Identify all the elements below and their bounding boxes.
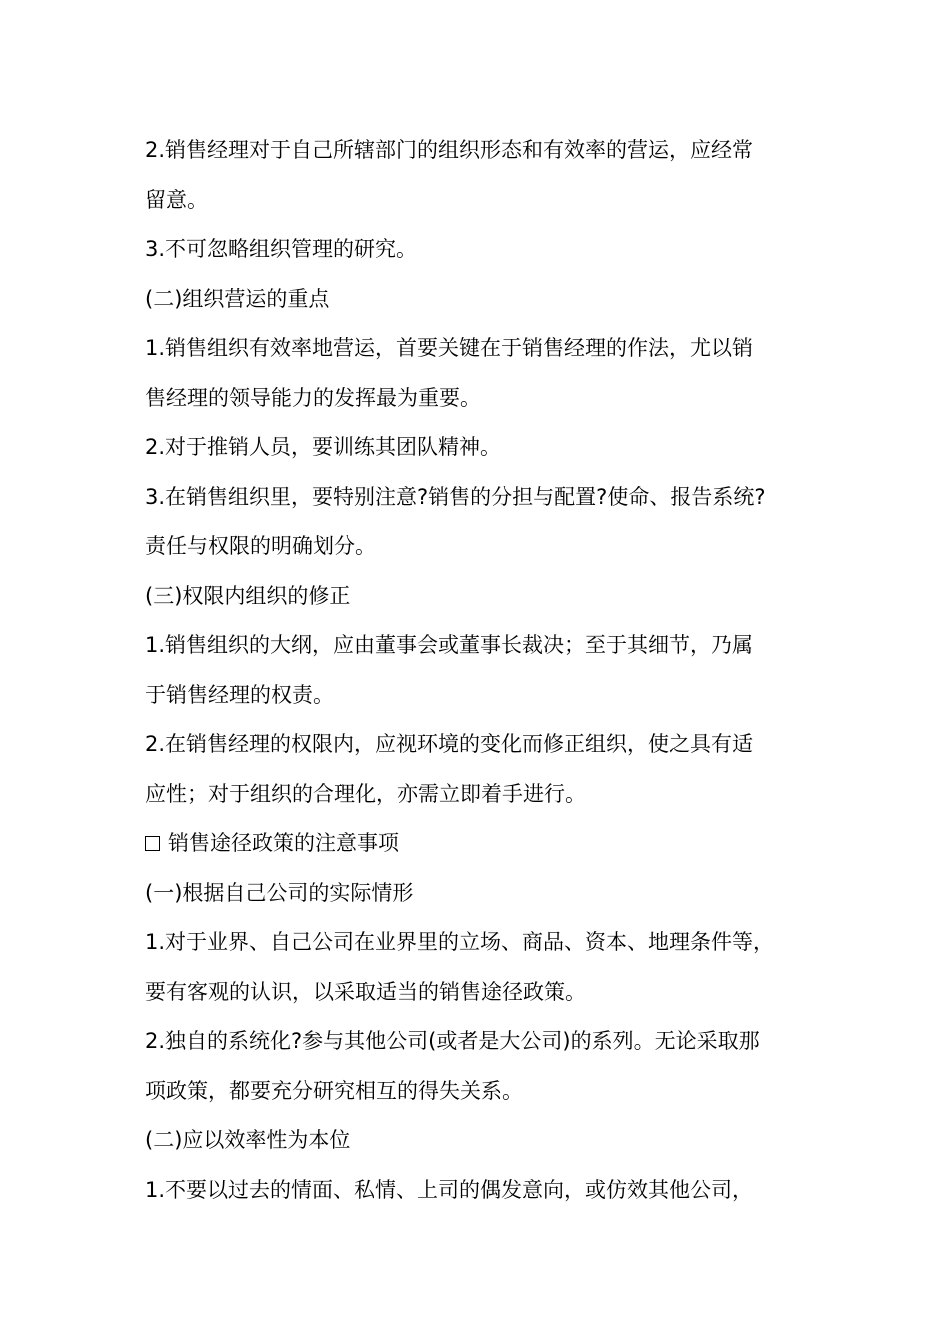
text-line: 2.销售经理对于自己所辖部门的组织形态和有效率的营运，应经常 (145, 138, 754, 162)
text-line: 售经理的领导能力的发挥最为重要。 (145, 385, 481, 410)
text-line: 1.销售组织的大纲，应由董事会或董事长裁决；至于其细节，乃属 (145, 633, 754, 657)
document-body (145, 126, 815, 1215)
text-line: 要有客观的认识，以采取适当的销售途径政策。 (145, 979, 586, 1004)
text-line: 于销售经理的权责。 (145, 682, 334, 707)
text-line: 项政策，都要充分研究相互的得失关系。 (145, 1078, 523, 1103)
text-line: 1.销售组织有效率地营运，首要关键在于销售经理的作法，尤以销 (145, 336, 754, 360)
text-line: 2.在销售经理的权限内，应视环境的变化而修正组织，使之具有适 (145, 732, 754, 756)
section-heading: (二)应以效率性为本位 (145, 1128, 351, 1152)
text-line: 2.独自的系统化?参与其他公司(或者是大公司)的系列。无论采取那 (145, 1029, 760, 1053)
text-line: 2.对于推销人员，要训练其团队精神。 (145, 435, 502, 459)
text-line: 留意。 (145, 187, 208, 212)
text-line: 1.对于业界、自己公司在业界里的立场、商品、资本、地理条件等， (145, 930, 775, 954)
section-heading: (三)权限内组织的修正 (145, 583, 351, 608)
checkbox-square-icon (145, 836, 160, 851)
section-heading: (一)根据自己公司的实际情形 (145, 880, 414, 905)
text-line: 1.不要以过去的情面、私情、上司的偶发意向，或仿效其他公司， (145, 1177, 754, 1202)
text-line: 3.在销售组织里，要特别注意?销售的分担与配置?使命、报告系统? (145, 484, 766, 509)
major-heading-text: 销售途径政策的注意事项 (168, 831, 399, 855)
text-line: 应性；对于组织的合理化，亦需立即着手进行。 (145, 781, 586, 806)
text-line: 责任与权限的明确划分。 (145, 534, 376, 558)
major-heading (145, 819, 815, 869)
section-heading: (二)组织营运的重点 (145, 286, 330, 311)
text-line: 3.不可忽略组织管理的研究。 (145, 237, 418, 261)
